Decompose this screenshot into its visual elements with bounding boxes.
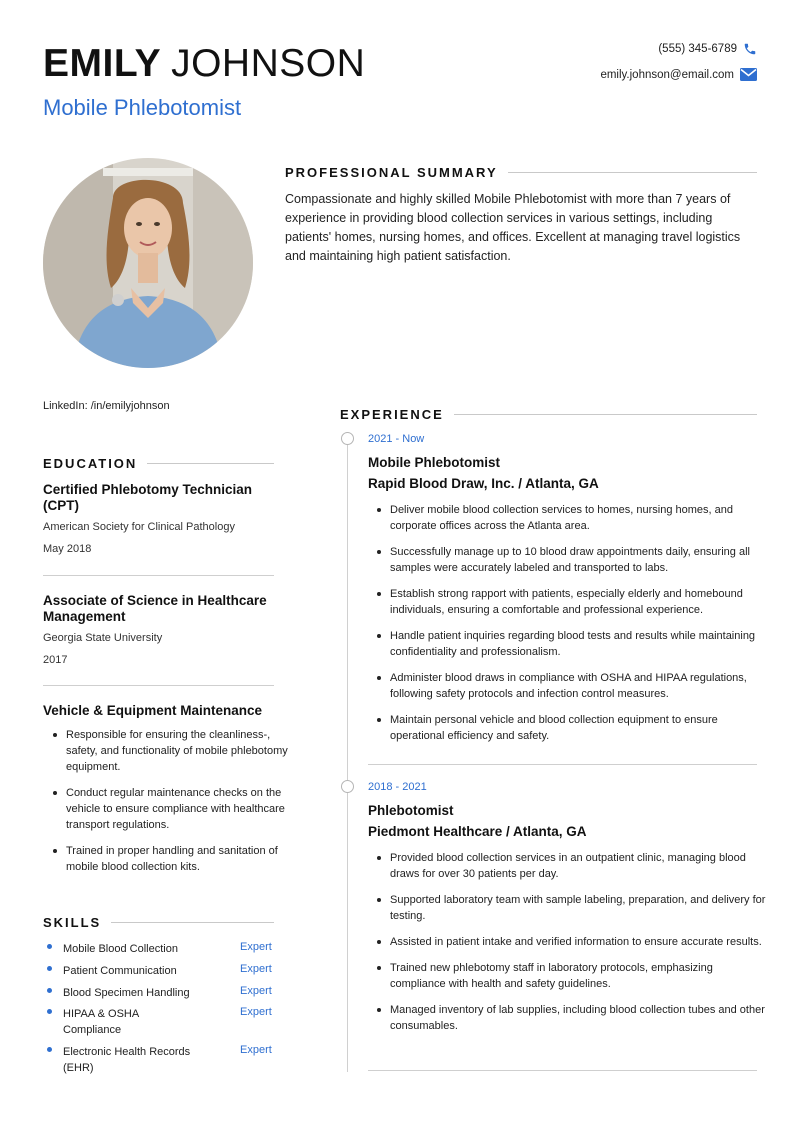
bullet-dot xyxy=(47,966,52,971)
list-item: Managed inventory of lab supplies, including blood collection tubes and other consumables. xyxy=(367,1002,767,1034)
profile-photo xyxy=(43,158,253,368)
bullet-dot xyxy=(47,1047,52,1052)
skill-name: HIPAA & OSHA Compliance xyxy=(63,1008,139,1036)
list-item: Successfully manage up to 10 blood draw appointments daily, ensuring all samples were accurately labeled and transported to labs. xyxy=(367,544,767,576)
school-name: American Society for Clinical Pathology xyxy=(43,521,235,533)
job-dates: 2018 - 2021 xyxy=(368,781,427,793)
job-dates: 2021 - Now xyxy=(368,433,425,445)
list-item: Conduct regular maintenance checks on the vehicle to ensure compliance with healthcare transport regulations. xyxy=(43,785,293,833)
candidate-name xyxy=(43,42,365,86)
education-extra xyxy=(43,703,293,885)
list-item: Deliver mobile blood collection services to homes, nursing homes, and corporate offices across the Atlanta area. xyxy=(367,502,767,534)
list-item: Handle patient inquiries regarding blood tests and results while maintaining confidentiality and professionalism. xyxy=(367,628,767,660)
list-item: Supported laboratory team with sample labeling, preparation, and delivery for testing. xyxy=(367,892,767,924)
job-bullets xyxy=(367,850,767,1044)
skills-heading-label: SKILLS xyxy=(43,915,102,930)
list-item: Maintain personal vehicle and blood collection equipment to ensure operational efficiency and safety. xyxy=(367,712,767,744)
experience-heading xyxy=(340,407,757,422)
extra-bullets xyxy=(43,727,293,875)
phone-number: (555) 345-6789 xyxy=(658,43,737,55)
education-heading-label: EDUCATION xyxy=(43,456,138,471)
skill-level: Expert xyxy=(240,985,272,997)
education-item xyxy=(43,593,274,666)
summary-heading xyxy=(285,165,757,180)
timeline-marker xyxy=(341,432,354,445)
email-address: emily.johnson@email.com xyxy=(600,68,734,81)
phone-contact xyxy=(658,42,757,56)
list-item: Trained new phlebotomy staff in laboratory protocols, emphasizing compliance with health and safety guidelines. xyxy=(367,960,767,992)
degree-title: Certified Phlebotomy Technician (CPT) xyxy=(43,482,253,513)
job-company: Rapid Blood Draw, Inc. / Atlanta, GA xyxy=(368,476,599,491)
education-heading-rule xyxy=(147,463,274,464)
skills-heading xyxy=(43,915,274,930)
education-divider xyxy=(43,575,274,576)
skill-name: Electronic Health Records (EHR) xyxy=(63,1046,191,1074)
degree-date: 2017 xyxy=(43,654,68,666)
timeline-marker xyxy=(341,780,354,793)
envelope-icon xyxy=(740,68,757,81)
education-item xyxy=(43,482,274,555)
experience-heading-label: EXPERIENCE xyxy=(340,407,444,422)
first-name: EMILY xyxy=(43,42,162,85)
summary-heading-label: PROFESSIONAL SUMMARY xyxy=(285,165,498,180)
bullet-dot xyxy=(47,988,52,993)
email-contact xyxy=(600,68,757,81)
skill-name: Patient Communication xyxy=(63,965,177,977)
skill-level: Expert xyxy=(240,1044,272,1056)
phone-icon xyxy=(743,42,757,56)
extra-title: Vehicle & Equipment Maintenance xyxy=(43,703,263,718)
list-item: Establish strong rapport with patients, especially elderly and homebound individuals, ensuring a comfortable and professional experience. xyxy=(367,586,767,618)
degree-date: May 2018 xyxy=(43,543,92,555)
bullet-dot xyxy=(47,1009,52,1014)
job-company: Piedmont Healthcare / Atlanta, GA xyxy=(368,824,587,839)
job-divider xyxy=(368,764,757,765)
school-name: Georgia State University xyxy=(43,632,163,644)
skill-name: Mobile Blood Collection xyxy=(63,943,178,955)
job-bullets xyxy=(367,502,767,754)
last-name: JOHNSON xyxy=(171,42,366,85)
list-item: Trained in proper handling and sanitation of mobile blood collection kits. xyxy=(43,843,293,875)
skill-level: Expert xyxy=(240,941,272,953)
list-item: Provided blood collection services in an outpatient clinic, managing blood draws for over 30 patients per day. xyxy=(367,850,767,882)
job-divider xyxy=(368,1070,757,1071)
job-position: Phlebotomist xyxy=(368,803,454,818)
bullet-dot xyxy=(47,944,52,949)
list-item: Administer blood draws in compliance with OSHA and HIPAA regulations, following safety protocols and infection control measures. xyxy=(367,670,767,702)
summary-heading-rule xyxy=(508,172,757,173)
degree-title: Associate of Science in Healthcare Management xyxy=(43,593,267,624)
skill-level: Expert xyxy=(240,963,272,975)
skill-name: Blood Specimen Handling xyxy=(63,987,190,999)
job-title: Mobile Phlebotomist xyxy=(43,95,242,120)
list-item: Assisted in patient intake and verified information to ensure accurate results. xyxy=(367,934,767,950)
experience-heading-rule xyxy=(454,414,757,415)
job-position: Mobile Phlebotomist xyxy=(368,455,501,470)
list-item: Responsible for ensuring the cleanliness-, safety, and functionality of mobile phlebotomy equipment. xyxy=(43,727,293,775)
summary-text: Compassionate and highly skilled Mobile Phlebotomist with more than 7 years of experience in providing blood collection services in various settings, including patients' homes, nursing homes, and offices. Excellent at managing travel logistics and maintaining high patient satisfaction. xyxy=(285,192,741,263)
skill-level: Expert xyxy=(240,1006,272,1018)
education-heading xyxy=(43,456,274,471)
education-divider xyxy=(43,685,274,686)
linkedin-link[interactable]: LinkedIn: /in/emilyjohnson xyxy=(43,400,170,412)
timeline-line xyxy=(347,440,348,1072)
skills-heading-rule xyxy=(111,922,274,923)
